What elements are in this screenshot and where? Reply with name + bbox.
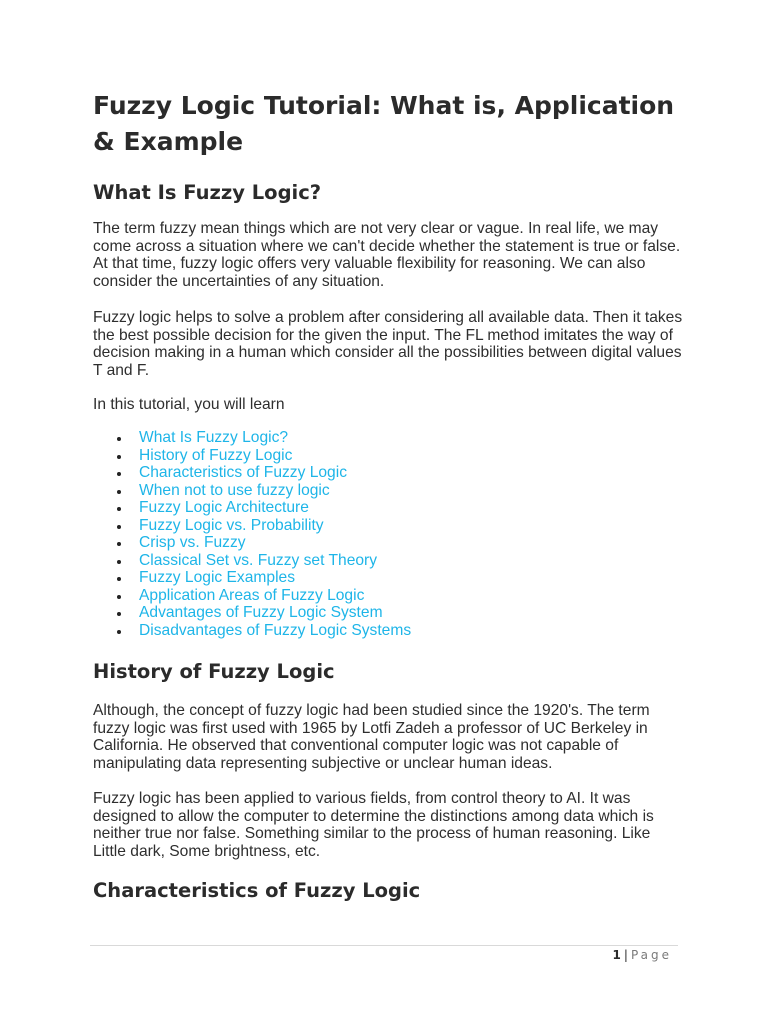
section-heading-history: History of Fuzzy Logic	[93, 660, 335, 683]
toc-item	[93, 517, 653, 535]
toc-link-what-is[interactable]: What Is Fuzzy Logic?	[139, 429, 289, 446]
toc-item	[93, 587, 653, 605]
toc-item	[93, 569, 653, 587]
bullet-icon	[117, 612, 121, 616]
bullet-icon	[117, 472, 121, 476]
bullet-icon	[117, 507, 121, 511]
toc-item	[93, 482, 653, 500]
page-footer	[613, 946, 672, 964]
toc-link-characteristics[interactable]: Characteristics of Fuzzy Logic	[139, 464, 347, 481]
bullet-icon	[117, 525, 121, 529]
paragraph-history-2: Fuzzy logic has been applied to various fields, from control theory to AI. It was designed to allow the computer to determine the distinctions among data which is neither true nor false. Something similar to the process of human reasoning. Like Little dark, Some brightness, etc.	[93, 790, 654, 860]
toc-link-when-not-to-use[interactable]: When not to use fuzzy logic	[139, 481, 330, 499]
page-label: Page	[630, 948, 672, 962]
bullet-icon	[117, 577, 121, 581]
toc-link-application-areas[interactable]: Application Areas of Fuzzy Logic	[139, 586, 365, 604]
paragraph-history-1: Although, the concept of fuzzy logic had been studied since the 1920's. The term fuzzy logic was first used with 1965 by Lotfi Zadeh a professor of UC Berkeley in California. He observed that conventional computer logic was not capable of manipulating data representing subjective or unclear human ideas.	[93, 702, 650, 772]
paragraph-intro-1: The term fuzzy mean things which are not very clear or vague. In real life, we may come across a situation where we can't decide whether the statement is true or false. At that time, fuzzy logic offers very valuable flexibility for reasoning. We can also consider the uncertainties of any situation.	[93, 220, 681, 290]
toc-item	[93, 552, 653, 570]
toc-item	[93, 429, 653, 447]
page-title: Fuzzy Logic Tutorial: What is, Application & Example	[93, 91, 675, 156]
bullet-icon	[117, 490, 121, 494]
bullet-icon	[117, 630, 121, 634]
toc-item	[93, 534, 653, 552]
page-number: 1	[612, 948, 621, 962]
toc-item	[93, 604, 653, 622]
footer-divider	[90, 945, 678, 946]
table-of-contents	[93, 429, 653, 639]
paragraph-intro-3: In this tutorial, you will learn	[93, 396, 285, 413]
toc-link-crisp-vs-fuzzy[interactable]: Crisp vs. Fuzzy	[139, 534, 246, 551]
toc-link-vs-probability[interactable]: Fuzzy Logic vs. Probability	[139, 516, 324, 534]
toc-link-advantages[interactable]: Advantages of Fuzzy Logic System	[139, 604, 383, 621]
bullet-icon	[117, 437, 121, 441]
section-heading-characteristics: Characteristics of Fuzzy Logic	[93, 879, 421, 902]
toc-link-architecture[interactable]: Fuzzy Logic Architecture	[139, 499, 309, 516]
footer-separator: |	[623, 948, 628, 962]
toc-link-examples[interactable]: Fuzzy Logic Examples	[139, 569, 295, 586]
toc-item	[93, 499, 653, 517]
toc-item	[93, 464, 653, 482]
toc-link-disadvantages[interactable]: Disadvantages of Fuzzy Logic Systems	[139, 621, 412, 639]
bullet-icon	[117, 560, 121, 564]
section-heading-what-is: What Is Fuzzy Logic?	[93, 181, 322, 204]
paragraph-intro-2: Fuzzy logic helps to solve a problem after considering all available data. Then it takes the best possible decision for the given the input. The FL method imitates the way of decision making in a human which consider all the possibilities between digital values T and F.	[93, 309, 683, 379]
bullet-icon	[117, 595, 121, 599]
toc-link-classical-set[interactable]: Classical Set vs. Fuzzy set Theory	[139, 551, 378, 569]
toc-item	[93, 447, 653, 465]
toc-item	[93, 622, 653, 640]
bullet-icon	[117, 542, 121, 546]
toc-link-history[interactable]: History of Fuzzy Logic	[139, 446, 293, 464]
bullet-icon	[117, 455, 121, 459]
